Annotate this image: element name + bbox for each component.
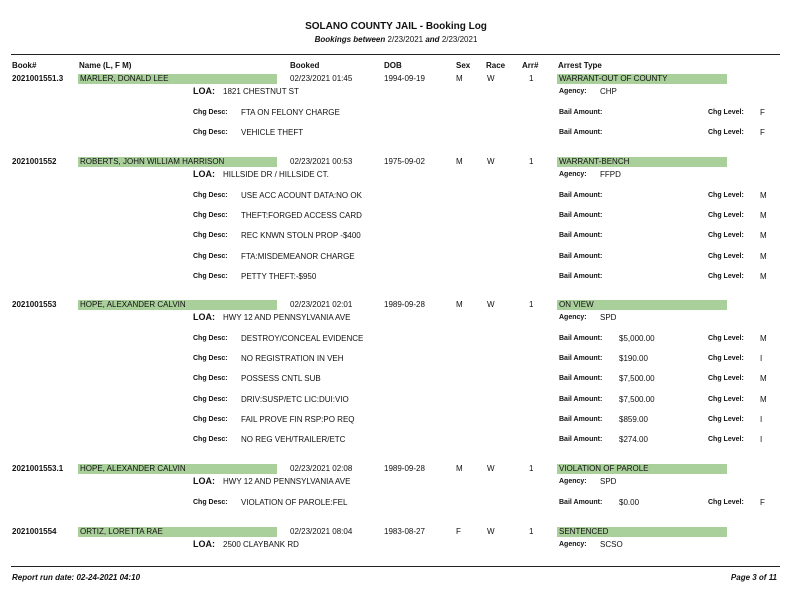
chg-level-label: Chg Level: [708, 416, 744, 423]
sex-value: M [456, 74, 463, 83]
bail-amount: $190.00 [619, 354, 648, 363]
chg-level: M [760, 211, 767, 220]
agency-label: Agency: [559, 478, 587, 485]
booking-number: 2021001551.3 [12, 74, 64, 83]
arrest-type: ON VIEW [559, 300, 594, 309]
chg-desc-label: Chg Desc: [193, 436, 228, 443]
agency-value: FFPD [600, 170, 621, 179]
arrest-number: 1 [529, 527, 534, 536]
race-value: W [487, 300, 495, 309]
chg-desc: VIOLATION OF PAROLE:FEL [241, 498, 348, 507]
bail-amount-label: Bail Amount: [559, 335, 603, 342]
chg-desc: VEHICLE THEFT [241, 128, 304, 137]
chg-level-label: Chg Level: [708, 212, 744, 219]
bail-amount-label: Bail Amount: [559, 129, 603, 136]
bail-amount: $7,500.00 [619, 374, 655, 383]
chg-desc-label: Chg Desc: [193, 273, 228, 280]
col-sex: Sex [456, 61, 471, 70]
sex-value: M [456, 464, 463, 473]
chg-desc-label: Chg Desc: [193, 416, 228, 423]
bail-amount-label: Bail Amount: [559, 232, 603, 239]
date-of-birth: 1989-09-28 [384, 464, 425, 473]
col-arrest-type: Arrest Type [558, 61, 602, 70]
chg-level: M [760, 395, 767, 404]
chg-level-label: Chg Level: [708, 355, 744, 362]
inmate-name: HOPE, ALEXANDER CALVIN [80, 300, 186, 309]
bail-amount-label: Bail Amount: [559, 416, 603, 423]
booked-datetime: 02/23/2021 01:45 [290, 74, 353, 83]
booked-datetime: 02/23/2021 08:04 [290, 527, 353, 536]
arrest-type: WARRANT-BENCH [559, 157, 630, 166]
arrest-type: VIOLATION OF PAROLE [559, 464, 649, 473]
chg-level: M [760, 334, 767, 343]
inmate-name: ORTIZ, LORETTA RAE [80, 527, 163, 536]
chg-level-label: Chg Level: [708, 129, 744, 136]
chg-desc: THEFT:FORGED ACCESS CARD [241, 211, 362, 220]
agency-value: SCSO [600, 540, 623, 549]
chg-level: M [760, 272, 767, 281]
chg-desc-label: Chg Desc: [193, 192, 228, 199]
date-of-birth: 1983-08-27 [384, 527, 425, 536]
inmate-name: HOPE, ALEXANDER CALVIN [80, 464, 186, 473]
chg-desc-label: Chg Desc: [193, 335, 228, 342]
chg-level-label: Chg Level: [708, 232, 744, 239]
chg-desc-label: Chg Desc: [193, 253, 228, 260]
chg-desc: FAIL PROVE FIN RSP:PO REQ [241, 415, 355, 424]
chg-desc: USE ACC ACOUNT DATA:NO OK [241, 191, 362, 200]
report-run-date: Report run date: 02-24-2021 04:10 [12, 573, 141, 582]
loa-label: LOA: [193, 169, 215, 179]
chg-level: I [760, 415, 763, 424]
chg-level: F [760, 108, 765, 117]
booked-datetime: 02/23/2021 02:01 [290, 300, 353, 309]
booked-datetime: 02/23/2021 02:08 [290, 464, 353, 473]
race-value: W [487, 74, 495, 83]
booking-number: 2021001552 [12, 157, 57, 166]
race-value: W [487, 157, 495, 166]
inmate-name: MARLER, DONALD LEE [80, 74, 169, 83]
chg-desc-label: Chg Desc: [193, 375, 228, 382]
agency-label: Agency: [559, 171, 587, 178]
loa-label: LOA: [193, 312, 215, 322]
chg-level-label: Chg Level: [708, 253, 744, 260]
chg-level: M [760, 231, 767, 240]
bail-amount-label: Bail Amount: [559, 253, 603, 260]
chg-desc: PETTY THEFT:-$950 [241, 272, 317, 281]
chg-desc: POSSESS CNTL SUB [241, 374, 321, 383]
col-race: Race [486, 61, 506, 70]
sex-value: M [456, 157, 463, 166]
chg-level: M [760, 374, 767, 383]
agency-label: Agency: [559, 88, 587, 95]
report-subtitle [0, 35, 792, 45]
chg-desc-label: Chg Desc: [193, 232, 228, 239]
bail-amount-label: Bail Amount: [559, 273, 603, 280]
chg-level-label: Chg Level: [708, 499, 744, 506]
col-name: Name (L, F M) [79, 61, 132, 70]
chg-level-label: Chg Level: [708, 396, 744, 403]
chg-level: F [760, 128, 765, 137]
col-booked: Booked [290, 61, 320, 70]
bail-amount: $5,000.00 [619, 334, 655, 343]
loa-value: 2500 CLAYBANK RD [223, 540, 299, 549]
agency-value: CHP [600, 87, 617, 96]
race-value: W [487, 464, 495, 473]
bail-amount-label: Bail Amount: [559, 192, 603, 199]
date-of-birth: 1975-09-02 [384, 157, 425, 166]
loa-value: HILLSIDE DR / HILLSIDE CT. [223, 170, 329, 179]
chg-desc: NO REGISTRATION IN VEH [241, 354, 344, 363]
bail-amount-label: Bail Amount: [559, 355, 603, 362]
loa-label: LOA: [193, 86, 215, 96]
date-to: 2/23/2021 [441, 35, 478, 44]
col-dob: DOB [384, 61, 402, 70]
agency-value: SPD [600, 477, 617, 486]
bail-amount-label: Bail Amount: [559, 499, 603, 506]
chg-desc-label: Chg Desc: [193, 499, 228, 506]
chg-level-label: Chg Level: [708, 335, 744, 342]
date-of-birth: 1994-09-19 [384, 74, 425, 83]
bail-amount: $859.00 [619, 415, 648, 424]
chg-level: I [760, 435, 763, 444]
bail-amount: $274.00 [619, 435, 648, 444]
chg-level-label: Chg Level: [708, 375, 744, 382]
booking-number: 2021001554 [12, 527, 57, 536]
date-of-birth: 1989-09-28 [384, 300, 425, 309]
arrest-type: SENTENCED [559, 527, 609, 536]
loa-value: HWY 12 AND PENNSYLVANIA AVE [223, 313, 351, 322]
chg-level-label: Chg Level: [708, 192, 744, 199]
chg-desc-label: Chg Desc: [193, 129, 228, 136]
arrest-number: 1 [529, 157, 534, 166]
page-number: Page 3 of 11 [730, 573, 777, 582]
chg-desc: FTA:MISDEMEANOR CHARGE [241, 252, 355, 261]
chg-desc-label: Chg Desc: [193, 355, 228, 362]
booking-number: 2021001553 [12, 300, 57, 309]
bail-amount-label: Bail Amount: [559, 109, 603, 116]
chg-level-label: Chg Level: [708, 109, 744, 116]
chg-desc: DESTROY/CONCEAL EVIDENCE [241, 334, 364, 343]
header-rule [11, 54, 780, 55]
report-title: SOLANO COUNTY JAIL - Booking Log [305, 21, 487, 32]
chg-desc: DRIV:SUSP/ETC LIC:DUI:VIO [241, 395, 349, 404]
agency-value: SPD [600, 313, 617, 322]
chg-level: I [760, 354, 763, 363]
bail-amount-label: Bail Amount: [559, 436, 603, 443]
race-value: W [487, 527, 495, 536]
chg-desc-label: Chg Desc: [193, 396, 228, 403]
bail-amount-label: Bail Amount: [559, 212, 603, 219]
bail-amount-label: Bail Amount: [559, 375, 603, 382]
booking-number: 2021001553.1 [12, 464, 64, 473]
agency-label: Agency: [559, 541, 587, 548]
footer-rule [11, 566, 780, 567]
loa-label: LOA: [193, 539, 215, 549]
agency-label: Agency: [559, 314, 587, 321]
arrest-number: 1 [529, 74, 534, 83]
subtitle-and: and [425, 35, 440, 44]
arrest-type: WARRANT-OUT OF COUNTY [559, 74, 668, 83]
chg-level-label: Chg Level: [708, 436, 744, 443]
chg-level: M [760, 191, 767, 200]
chg-desc: NO REG VEH/TRAILER/ETC [241, 435, 346, 444]
sex-value: F [456, 527, 461, 536]
bail-amount-label: Bail Amount: [559, 396, 603, 403]
inmate-name: ROBERTS, JOHN WILLIAM HARRISON [80, 157, 225, 166]
chg-level-label: Chg Level: [708, 273, 744, 280]
col-book: Book# [12, 61, 37, 70]
chg-desc: REC KNWN STOLN PROP -$400 [241, 231, 361, 240]
arrest-number: 1 [529, 300, 534, 309]
booked-datetime: 02/23/2021 00:53 [290, 157, 353, 166]
loa-label: LOA: [193, 476, 215, 486]
chg-level: M [760, 252, 767, 261]
loa-value: HWY 12 AND PENNSYLVANIA AVE [223, 477, 351, 486]
arrest-number: 1 [529, 464, 534, 473]
date-from: 2/23/2021 [387, 35, 424, 44]
chg-level: F [760, 498, 765, 507]
sex-value: M [456, 300, 463, 309]
subtitle-prefix: Bookings between [314, 35, 386, 44]
bail-amount: $0.00 [619, 498, 640, 507]
chg-desc-label: Chg Desc: [193, 212, 228, 219]
chg-desc-label: Chg Desc: [193, 109, 228, 116]
chg-desc: FTA ON FELONY CHARGE [241, 108, 340, 117]
loa-value: 1821 CHESTNUT ST [223, 87, 299, 96]
bail-amount: $7,500.00 [619, 395, 655, 404]
col-arr: Arr# [522, 61, 539, 70]
